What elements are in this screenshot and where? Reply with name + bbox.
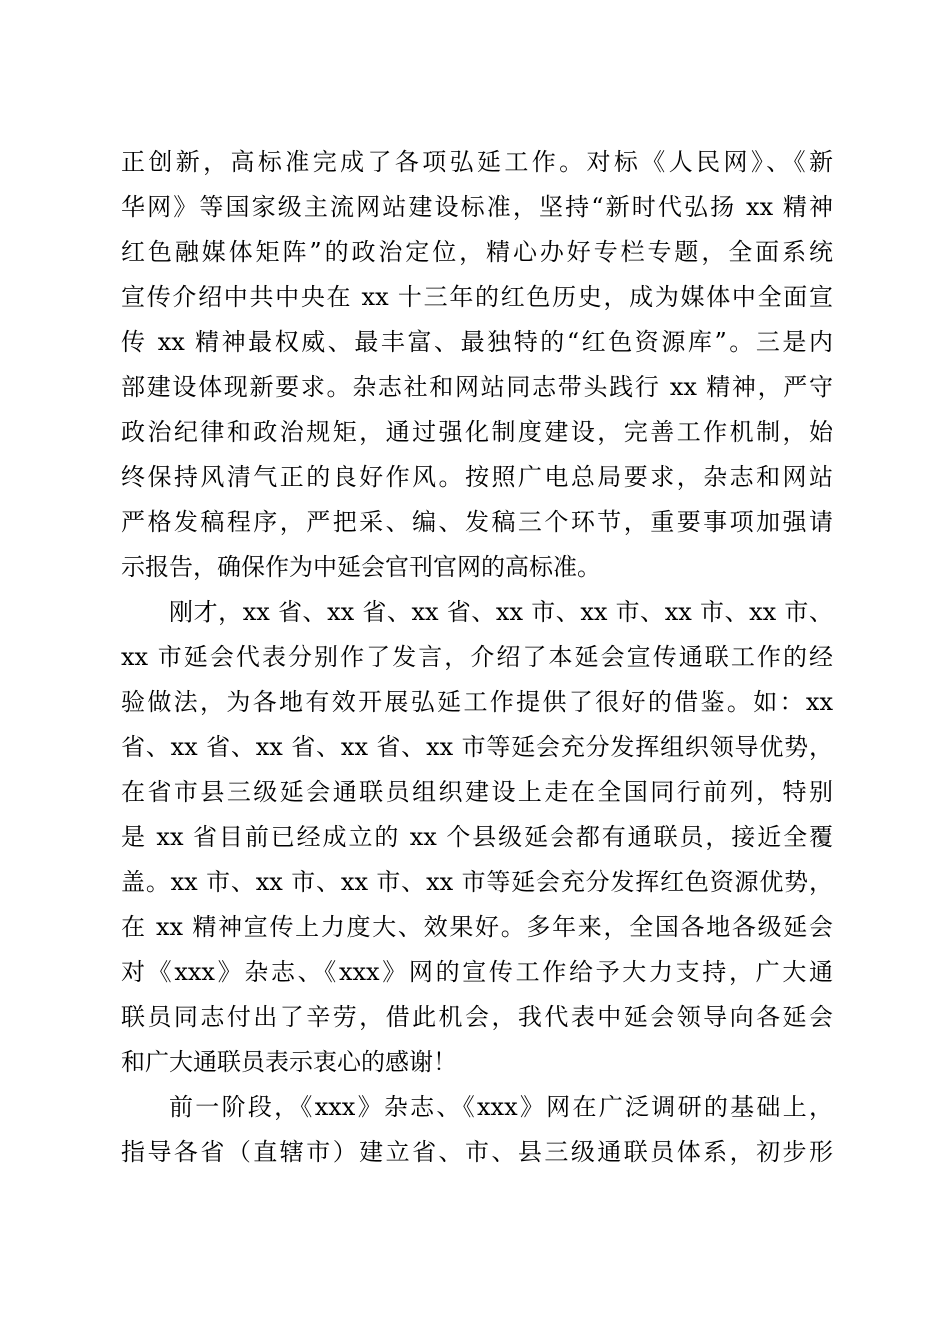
text-line: xx 市延会代表分别作了发言，介绍了本延会宣传通联工作的经: [121, 643, 833, 671]
text-line: 终保持风清气正的良好作风。按照广电总局要求，杂志和网站: [121, 463, 833, 491]
text-line: 刚才，xx 省、xx 省、xx 省、xx 市、xx 市、xx 市、xx 市、: [169, 598, 833, 626]
text-line: 联员同志付出了辛劳，借此机会，我代表中延会领导向各延会: [121, 1003, 833, 1031]
text-line: 华网》等国家级主流网站建设标准，坚持“新时代弘扬 xx 精神: [121, 193, 833, 221]
text-line: 盖。xx 市、xx 市、xx 市、xx 市等延会充分发挥红色资源优势，: [121, 868, 833, 896]
text-line: 是 xx 省目前已经成立的 xx 个县级延会都有通联员，接近全覆: [121, 823, 833, 851]
text-line: 验做法，为各地有效开展弘延工作提供了很好的借鉴。如：xx: [121, 688, 833, 716]
text-line: 宣传介绍中共中央在 xx 十三年的红色历史，成为媒体中全面宣: [121, 283, 833, 311]
text-line: 省、xx 省、xx 省、xx 省、xx 市等延会充分发挥组织领导优势，: [121, 733, 833, 761]
text-line: 在 xx 精神宣传上力度大、效果好。多年来，全国各地各级延会: [121, 913, 833, 941]
paragraph-2: [121, 590, 833, 1085]
text-line: 正创新，高标准完成了各项弘延工作。对标《人民网》、《新: [121, 148, 833, 176]
body-text: [121, 140, 833, 1175]
text-line: 严格发稿程序，严把采、编、发稿三个环节，重要事项加强请: [121, 508, 833, 536]
text-line: 指导各省（直辖市）建立省、市、县三级通联员体系，初步形: [121, 1138, 833, 1166]
text-line: 红色融媒体矩阵”的政治定位，精心办好专栏专题，全面系统: [121, 238, 833, 266]
text-line: 和广大通联员表示衷心的感谢！: [121, 1048, 457, 1076]
text-line: 在省市县三级延会通联员组织建设上走在全国同行前列，特别: [121, 778, 833, 806]
text-line: 示报告，确保作为中延会官刊官网的高标准。: [121, 553, 601, 581]
text-line: 对《xxx》杂志、《xxx》网的宣传工作给予大力支持，广大通: [121, 958, 833, 986]
text-line: 政治纪律和政治规矩，通过强化制度建设，完善工作机制，始: [121, 418, 833, 446]
text-line: 部建设体现新要求。杂志社和网站同志带头践行 xx 精神，严守: [121, 373, 833, 401]
paragraph-1: [121, 140, 833, 590]
paragraph-3: [121, 1085, 833, 1175]
text-line: 前一阶段，《xxx》杂志、《xxx》网在广泛调研的基础上，: [169, 1093, 833, 1121]
text-line: 传 xx 精神最权威、最丰富、最独特的“红色资源库”。三是内: [121, 328, 833, 356]
